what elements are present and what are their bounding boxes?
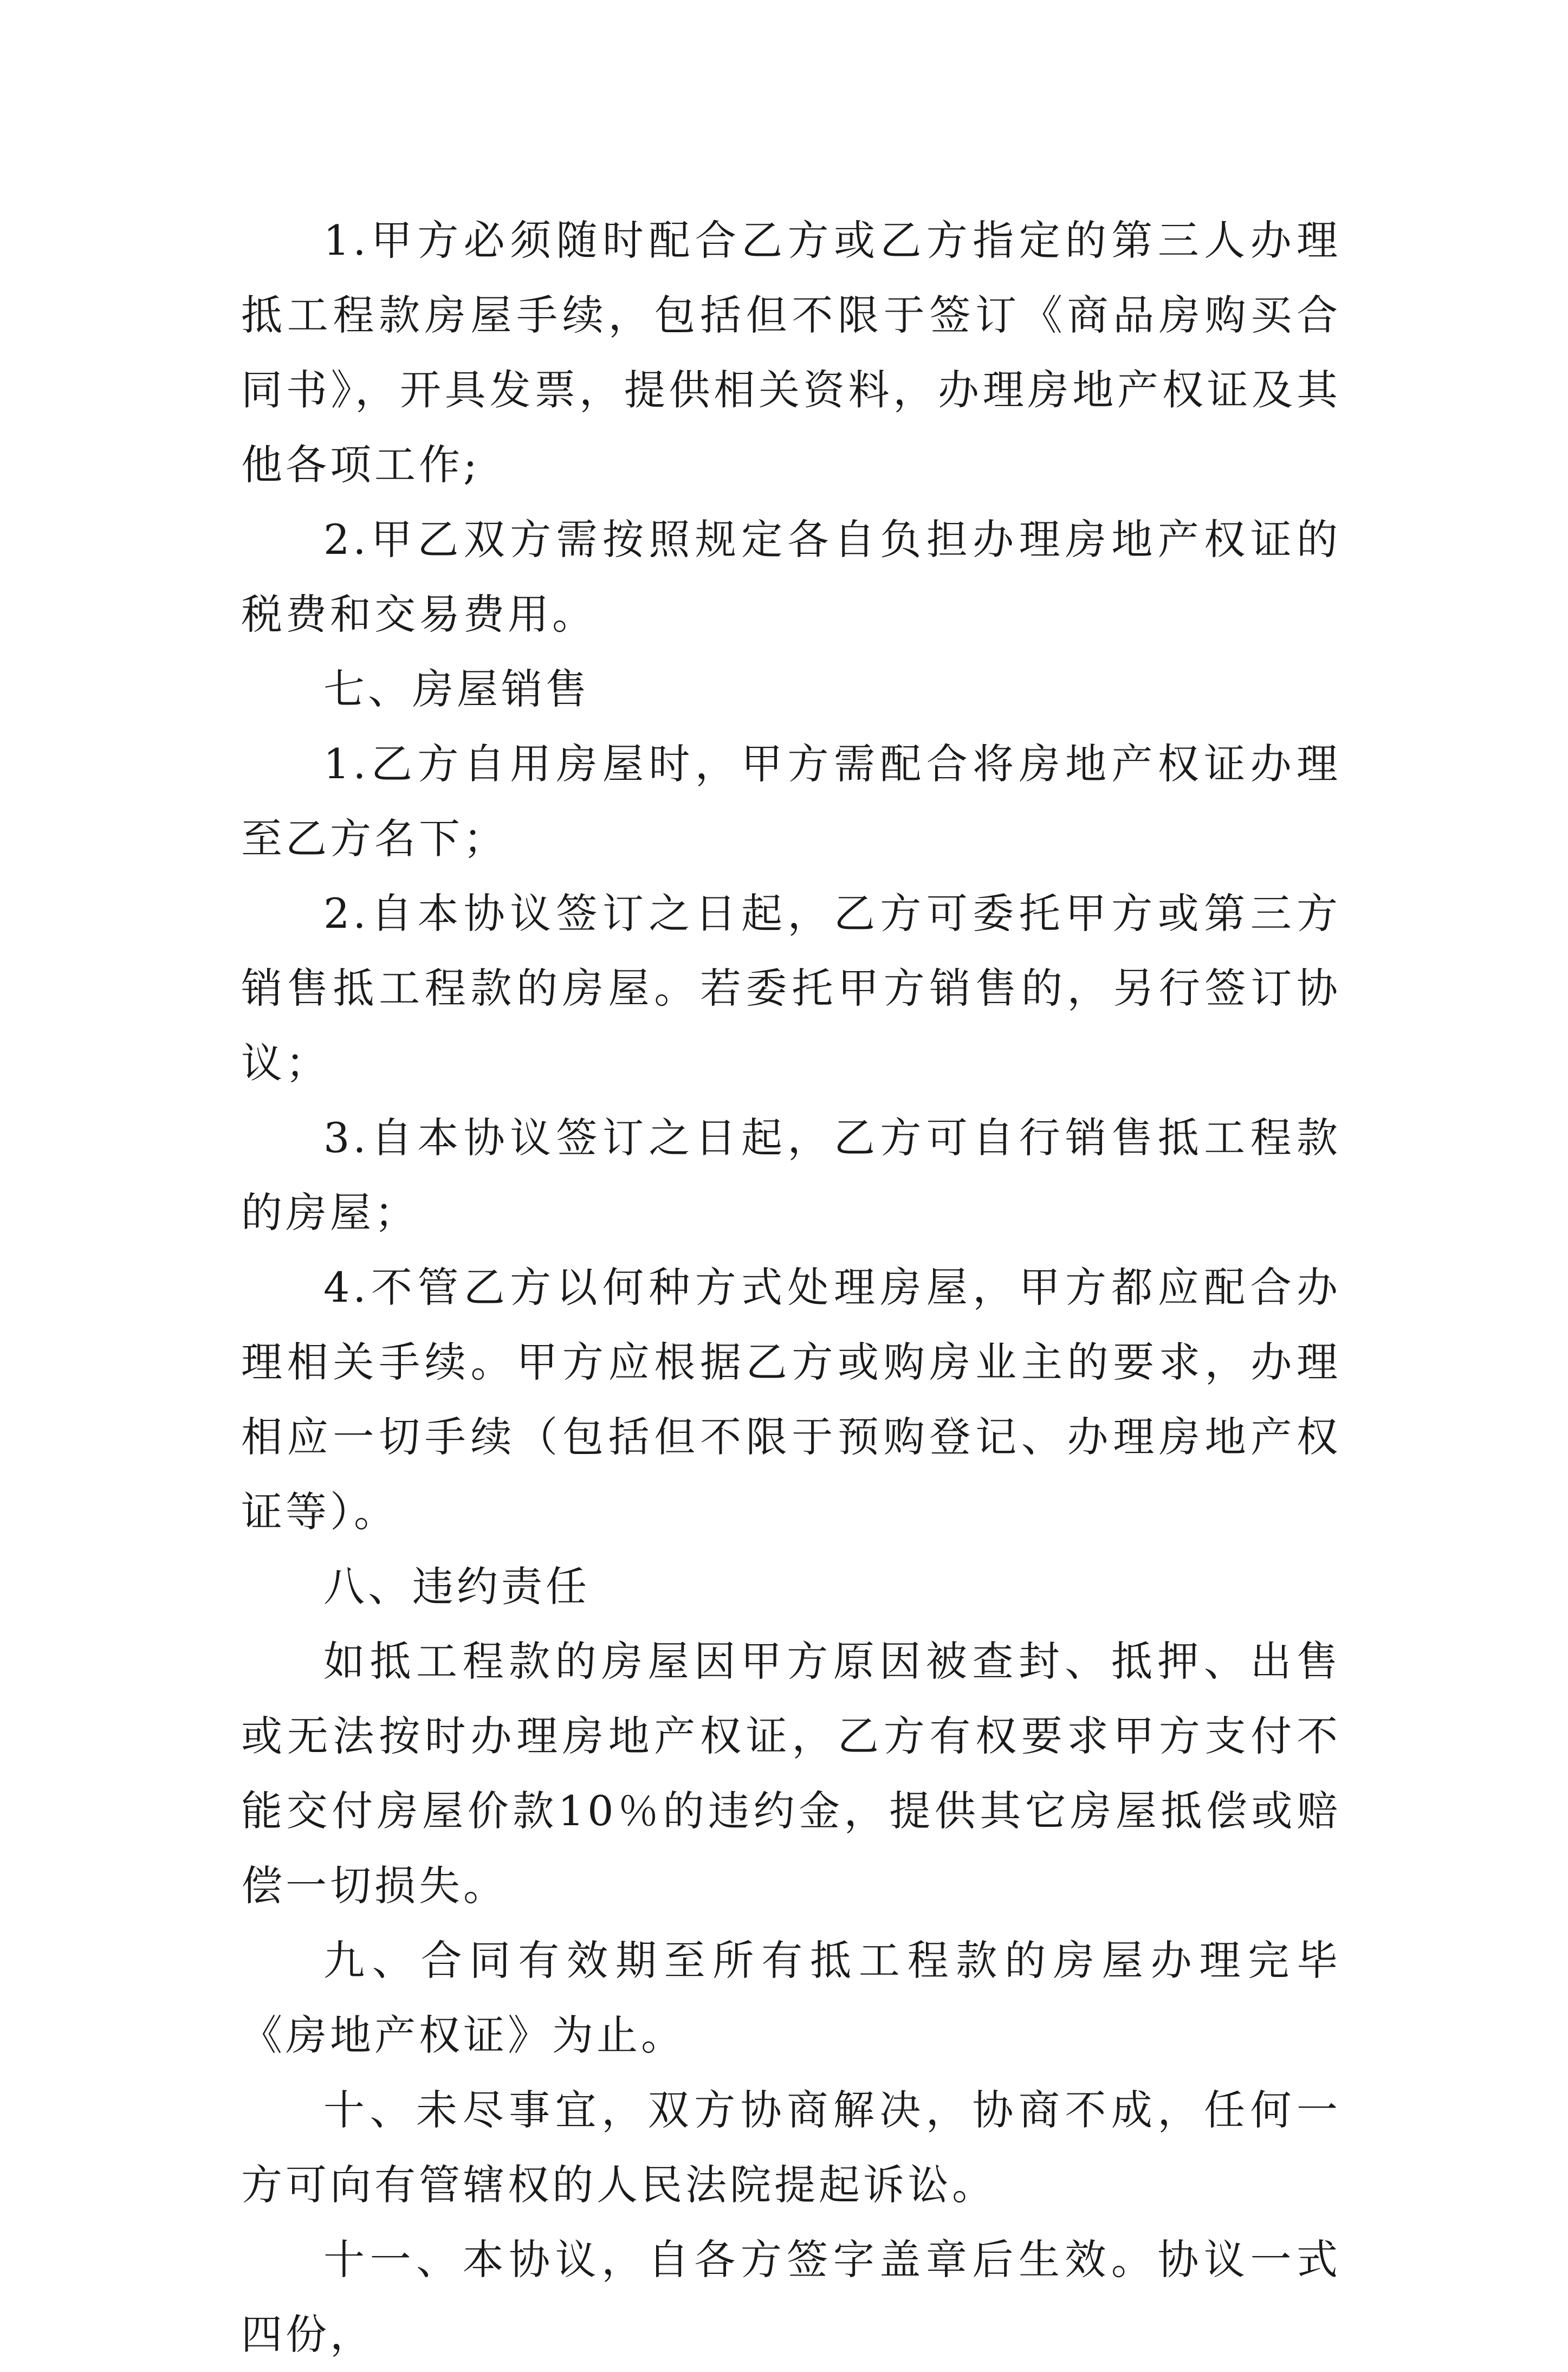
section-10: 十、未尽事宜，双方协商解决，协商不成，任何一方可向有管辖权的人民法院提起诉讼。 xyxy=(241,2086,1341,2209)
section-11: 十一、本协议，自各方签字盖章后生效。协议一式四份， xyxy=(241,2235,1341,2358)
paragraph-5: 2.自本协议签订之日起，乙方可委托甲方或第三方销售抵工程款的房屋。若委托甲方销售的，另行签订协议； xyxy=(241,889,1341,1087)
paragraph-2: 2.甲乙双方需按照规定各自负担办理房地产权证的税费和交易费用。 xyxy=(241,515,1341,638)
paragraph-9: 如抵工程款的房屋因甲方原因被查封、抵押、出售或无法按时办理房地产权证，乙方有权要求甲方支付不能交付房屋价款10％的违约金，提供其它房屋抵偿或赔偿一切损失。 xyxy=(241,1637,1341,1910)
paragraph-7: 4.不管乙方以何种方式处理房屋，甲方都应配合办理相关手续。甲方应根据乙方或购房业主的要求，办理相应一切手续（包括但不限于预购登记、办理房地产权证等）。 xyxy=(241,1263,1341,1536)
paragraph-1: 1.甲方必须随时配合乙方或乙方指定的第三人办理抵工程款房屋手续，包括但不限于签订《商品房购买合同书》，开具发票，提供相关资料，办理房地产权证及其他各项工作; xyxy=(241,216,1341,489)
section-9: 九、合同有效期至所有抵工程款的房屋办理完毕《房地产权证》为止。 xyxy=(241,1936,1341,2059)
paragraph-4: 1.乙方自用房屋时，甲方需配合将房地产权证办理至乙方名下； xyxy=(241,740,1341,863)
document-body xyxy=(241,203,1341,2372)
section-heading-7: 七、房屋销售 xyxy=(323,665,590,713)
paragraph-6: 3.自本协议签订之日起，乙方可自行销售抵工程款的房屋； xyxy=(241,1114,1341,1237)
section-heading-8: 八、违约责任 xyxy=(323,1562,590,1611)
